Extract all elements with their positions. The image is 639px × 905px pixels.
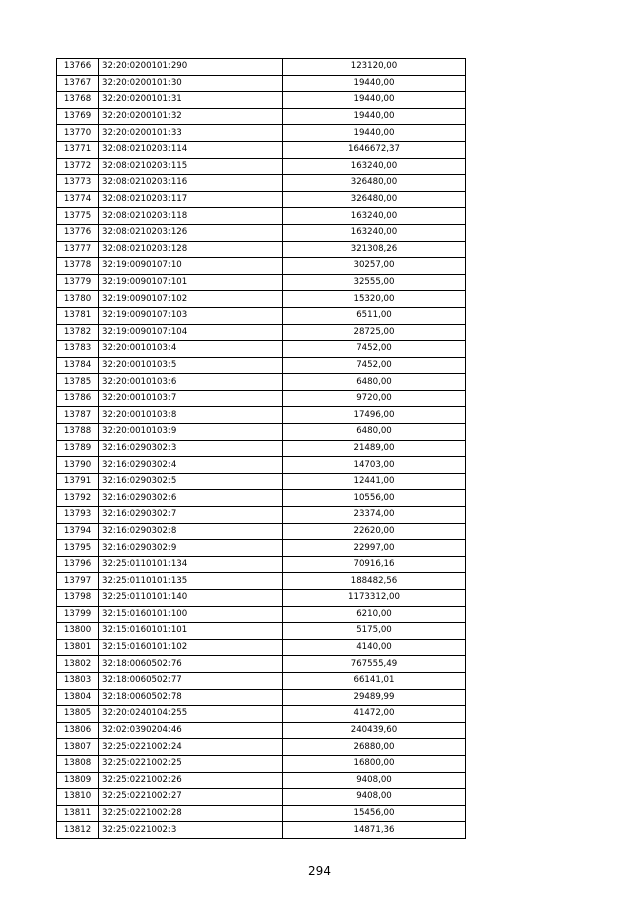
table-row: [57, 689, 466, 706]
table-row: [57, 606, 466, 623]
table-row: [57, 656, 466, 673]
table-row: [57, 208, 466, 225]
row-number-cell: 13798: [57, 590, 99, 607]
value-cell: 163240,00: [283, 208, 466, 225]
cadastral-number-cell: 32:20:0010103:5: [99, 357, 283, 374]
table-row: [57, 473, 466, 490]
value-cell: 12441,00: [283, 473, 466, 490]
value-cell: 66141,01: [283, 672, 466, 689]
row-number-cell: 13806: [57, 722, 99, 739]
row-number-cell: 13784: [57, 357, 99, 374]
table-row: [57, 457, 466, 474]
cadastral-number-cell: 32:19:0090107:104: [99, 324, 283, 341]
row-number-cell: 13794: [57, 523, 99, 540]
cadastral-number-cell: 32:20:0010103:8: [99, 407, 283, 424]
value-cell: 1173312,00: [283, 590, 466, 607]
table-row: [57, 175, 466, 192]
value-cell: 188482,56: [283, 573, 466, 590]
row-number-cell: 13773: [57, 175, 99, 192]
value-cell: 9408,00: [283, 789, 466, 806]
value-cell: 326480,00: [283, 191, 466, 208]
cadastral-number-cell: 32:08:0210203:117: [99, 191, 283, 208]
row-number-cell: 13789: [57, 440, 99, 457]
cadastral-number-cell: 32:08:0210203:114: [99, 141, 283, 158]
cadastral-number-cell: 32:15:0160101:102: [99, 639, 283, 656]
table-row: [57, 440, 466, 457]
table-row: [57, 324, 466, 341]
cadastral-number-cell: 32:20:0240104:255: [99, 706, 283, 723]
value-cell: 7452,00: [283, 341, 466, 358]
row-number-cell: 13768: [57, 92, 99, 109]
value-cell: 19440,00: [283, 108, 466, 125]
value-cell: 16800,00: [283, 755, 466, 772]
value-cell: 23374,00: [283, 507, 466, 524]
table-row: [57, 191, 466, 208]
cadastral-number-cell: 32:02:0390204:46: [99, 722, 283, 739]
value-cell: 14703,00: [283, 457, 466, 474]
row-number-cell: 13809: [57, 772, 99, 789]
row-number-cell: 13766: [57, 59, 99, 76]
table-row: [57, 573, 466, 590]
cadastral-number-cell: 32:16:0290302:9: [99, 540, 283, 557]
table-row: [57, 789, 466, 806]
cadastral-number-cell: 32:20:0200101:32: [99, 108, 283, 125]
table-row: [57, 822, 466, 839]
cadastral-number-cell: 32:18:0060502:77: [99, 672, 283, 689]
value-cell: 9408,00: [283, 772, 466, 789]
table-row: [57, 274, 466, 291]
table-row: [57, 424, 466, 441]
table-row: [57, 307, 466, 324]
table-row: [57, 108, 466, 125]
value-cell: 1646672,37: [283, 141, 466, 158]
table-row: [57, 722, 466, 739]
cadastral-number-cell: 32:19:0090107:10: [99, 258, 283, 275]
value-cell: 326480,00: [283, 175, 466, 192]
cadastral-number-cell: 32:20:0010103:6: [99, 374, 283, 391]
row-number-cell: 13811: [57, 805, 99, 822]
table-row: [57, 241, 466, 258]
cadastral-number-cell: 32:20:0200101:30: [99, 75, 283, 92]
table-row: [57, 141, 466, 158]
cadastral-number-cell: 32:16:0290302:3: [99, 440, 283, 457]
row-number-cell: 13808: [57, 755, 99, 772]
value-cell: 7452,00: [283, 357, 466, 374]
row-number-cell: 13776: [57, 224, 99, 241]
table-row: [57, 540, 466, 557]
row-number-cell: 13770: [57, 125, 99, 142]
row-number-cell: 13783: [57, 341, 99, 358]
value-cell: 26880,00: [283, 739, 466, 756]
cadastral-number-cell: 32:25:0221002:28: [99, 805, 283, 822]
row-number-cell: 13777: [57, 241, 99, 258]
value-cell: 32555,00: [283, 274, 466, 291]
cadastral-number-cell: 32:15:0160101:100: [99, 606, 283, 623]
value-cell: 70916,16: [283, 556, 466, 573]
cadastral-number-cell: 32:18:0060502:76: [99, 656, 283, 673]
table-row: [57, 772, 466, 789]
table-row: [57, 341, 466, 358]
row-number-cell: 13804: [57, 689, 99, 706]
value-cell: 6210,00: [283, 606, 466, 623]
row-number-cell: 13787: [57, 407, 99, 424]
table-row: [57, 739, 466, 756]
table-row: [57, 291, 466, 308]
table-row: [57, 224, 466, 241]
value-cell: 767555,49: [283, 656, 466, 673]
row-number-cell: 13782: [57, 324, 99, 341]
table-body: [57, 59, 466, 839]
cadastral-number-cell: 32:20:0200101:33: [99, 125, 283, 142]
row-number-cell: 13792: [57, 490, 99, 507]
value-cell: 6480,00: [283, 374, 466, 391]
cadastral-number-cell: 32:19:0090107:101: [99, 274, 283, 291]
value-cell: 163240,00: [283, 224, 466, 241]
row-number-cell: 13781: [57, 307, 99, 324]
value-cell: 5175,00: [283, 623, 466, 640]
table-row: [57, 490, 466, 507]
row-number-cell: 13769: [57, 108, 99, 125]
row-number-cell: 13799: [57, 606, 99, 623]
table-row: [57, 706, 466, 723]
cadastral-number-cell: 32:19:0090107:103: [99, 307, 283, 324]
table-row: [57, 374, 466, 391]
cadastral-number-cell: 32:15:0160101:101: [99, 623, 283, 640]
value-cell: 29489,99: [283, 689, 466, 706]
value-cell: 19440,00: [283, 75, 466, 92]
value-cell: 10556,00: [283, 490, 466, 507]
row-number-cell: 13785: [57, 374, 99, 391]
table-row: [57, 590, 466, 607]
value-cell: 19440,00: [283, 125, 466, 142]
row-number-cell: 13800: [57, 623, 99, 640]
row-number-cell: 13807: [57, 739, 99, 756]
table-row: [57, 390, 466, 407]
table-row: [57, 755, 466, 772]
cadastral-number-cell: 32:25:0110101:140: [99, 590, 283, 607]
row-number-cell: 13791: [57, 473, 99, 490]
page-number: 294: [308, 864, 331, 878]
row-number-cell: 13788: [57, 424, 99, 441]
cadastral-number-cell: 32:08:0210203:116: [99, 175, 283, 192]
row-number-cell: 13775: [57, 208, 99, 225]
row-number-cell: 13805: [57, 706, 99, 723]
value-cell: 9720,00: [283, 390, 466, 407]
row-number-cell: 13801: [57, 639, 99, 656]
table-row: [57, 805, 466, 822]
cadastral-number-cell: 32:18:0060502:78: [99, 689, 283, 706]
table-row: [57, 639, 466, 656]
cadastral-number-cell: 32:25:0221002:25: [99, 755, 283, 772]
cadastral-number-cell: 32:20:0200101:31: [99, 92, 283, 109]
row-number-cell: 13779: [57, 274, 99, 291]
table-row: [57, 158, 466, 175]
value-cell: 15320,00: [283, 291, 466, 308]
value-cell: 163240,00: [283, 158, 466, 175]
table-row: [57, 623, 466, 640]
row-number-cell: 13812: [57, 822, 99, 839]
value-cell: 22997,00: [283, 540, 466, 557]
value-cell: 240439,60: [283, 722, 466, 739]
row-number-cell: 13793: [57, 507, 99, 524]
row-number-cell: 13780: [57, 291, 99, 308]
cadastral-number-cell: 32:19:0090107:102: [99, 291, 283, 308]
cadastral-number-cell: 32:25:0221002:3: [99, 822, 283, 839]
cadastral-number-cell: 32:25:0110101:135: [99, 573, 283, 590]
row-number-cell: 13774: [57, 191, 99, 208]
cadastral-number-cell: 32:08:0210203:128: [99, 241, 283, 258]
value-cell: 19440,00: [283, 92, 466, 109]
cadastral-number-cell: 32:25:0110101:134: [99, 556, 283, 573]
row-number-cell: 13786: [57, 390, 99, 407]
cadastral-number-cell: 32:16:0290302:6: [99, 490, 283, 507]
cadastral-number-cell: 32:08:0210203:126: [99, 224, 283, 241]
value-cell: 321308,26: [283, 241, 466, 258]
cadastral-number-cell: 32:25:0221002:27: [99, 789, 283, 806]
cadastral-number-cell: 32:16:0290302:8: [99, 523, 283, 540]
value-cell: 15456,00: [283, 805, 466, 822]
row-number-cell: 13795: [57, 540, 99, 557]
row-number-cell: 13803: [57, 672, 99, 689]
cadastral-number-cell: 32:08:0210203:115: [99, 158, 283, 175]
value-cell: 41472,00: [283, 706, 466, 723]
table-row: [57, 59, 466, 76]
cadastral-number-cell: 32:16:0290302:7: [99, 507, 283, 524]
value-cell: 22620,00: [283, 523, 466, 540]
row-number-cell: 13778: [57, 258, 99, 275]
cadastral-number-cell: 32:16:0290302:4: [99, 457, 283, 474]
row-number-cell: 13796: [57, 556, 99, 573]
table-row: [57, 125, 466, 142]
table-row: [57, 92, 466, 109]
value-cell: 6480,00: [283, 424, 466, 441]
value-cell: 17496,00: [283, 407, 466, 424]
cadastral-number-cell: 32:25:0221002:26: [99, 772, 283, 789]
row-number-cell: 13802: [57, 656, 99, 673]
table-row: [57, 258, 466, 275]
row-number-cell: 13797: [57, 573, 99, 590]
cadastral-number-cell: 32:25:0221002:24: [99, 739, 283, 756]
value-cell: 4140,00: [283, 639, 466, 656]
table-row: [57, 357, 466, 374]
table-row: [57, 523, 466, 540]
row-number-cell: 13767: [57, 75, 99, 92]
value-cell: 6511,00: [283, 307, 466, 324]
table-row: [57, 407, 466, 424]
cadastral-number-cell: 32:16:0290302:5: [99, 473, 283, 490]
table-row: [57, 556, 466, 573]
table-row: [57, 507, 466, 524]
table-row: [57, 75, 466, 92]
cadastral-number-cell: 32:20:0200101:290: [99, 59, 283, 76]
value-cell: 14871,36: [283, 822, 466, 839]
cadastral-number-cell: 32:20:0010103:7: [99, 390, 283, 407]
value-cell: 123120,00: [283, 59, 466, 76]
row-number-cell: 13772: [57, 158, 99, 175]
cadastral-number-cell: 32:20:0010103:9: [99, 424, 283, 441]
row-number-cell: 13810: [57, 789, 99, 806]
value-cell: 28725,00: [283, 324, 466, 341]
row-number-cell: 13771: [57, 141, 99, 158]
cadastral-table: [56, 58, 466, 839]
value-cell: 21489,00: [283, 440, 466, 457]
row-number-cell: 13790: [57, 457, 99, 474]
cadastral-number-cell: 32:08:0210203:118: [99, 208, 283, 225]
cadastral-number-cell: 32:20:0010103:4: [99, 341, 283, 358]
value-cell: 30257,00: [283, 258, 466, 275]
table-row: [57, 672, 466, 689]
